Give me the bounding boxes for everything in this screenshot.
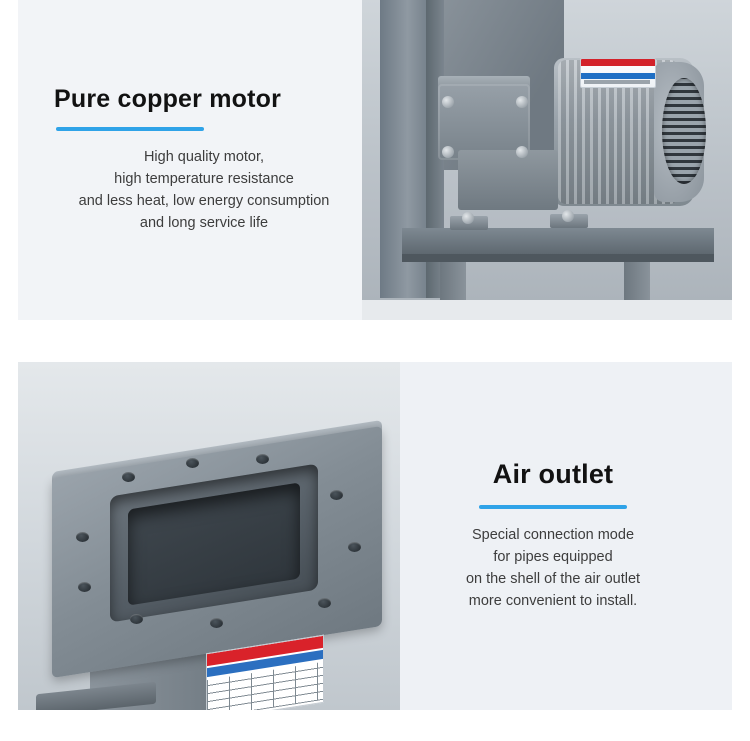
flange-bolt-hole-3: [122, 472, 135, 482]
photo-base-strip: [362, 300, 732, 320]
terminal-box-screw-1: [442, 96, 454, 108]
terminal-box-screw-2: [516, 96, 528, 108]
motor-mount-bracket: [458, 150, 558, 210]
air-outlet-title: Air outlet: [492, 458, 614, 489]
motor-title: Pure copper motor: [54, 84, 282, 113]
flange-bolt-hole-1: [76, 532, 89, 542]
motor-title-underline: [56, 127, 204, 131]
flange-bolt-hole-2: [78, 582, 91, 592]
support-deck-shadow: [402, 254, 714, 262]
flange-bolt-hole-7: [348, 542, 361, 552]
mount-bolt-1: [462, 212, 474, 224]
support-deck: [402, 228, 714, 254]
motor-nameplate: [580, 58, 656, 88]
motor-fan-grille: [662, 78, 706, 184]
feature-section-air-outlet: [18, 362, 732, 710]
nameplate-text-line: [584, 80, 650, 84]
feature-section-motor: [18, 0, 732, 320]
air-outlet-text-block: [400, 362, 732, 710]
motor-description: High quality motor, high temperature resistance and less heat, low energy consumption and long service life: [78, 149, 330, 231]
mount-bolt-2: [562, 210, 574, 222]
flange-bolt-hole-5: [256, 454, 269, 464]
motor-photo: [362, 0, 732, 320]
air-outlet-description: Special connection mode for pipes equipped on the shell of the air outlet more convenient to install.: [465, 527, 641, 609]
flange-bolt-hole-9: [210, 618, 223, 628]
air-outlet-title-underline: [479, 505, 627, 509]
flange-bolt-hole-8: [318, 598, 331, 608]
flange-bolt-hole-4: [186, 458, 199, 468]
flange-bolt-hole-6: [330, 490, 343, 500]
terminal-box-screw-3: [442, 146, 454, 158]
terminal-box-screw-4: [516, 146, 528, 158]
nameplate-red-bar: [581, 59, 655, 66]
motor-text-block: [18, 0, 362, 320]
nameplate-blue-bar: [581, 73, 655, 79]
flange-bolt-hole-10: [130, 614, 143, 624]
air-outlet-photo: [18, 362, 400, 710]
